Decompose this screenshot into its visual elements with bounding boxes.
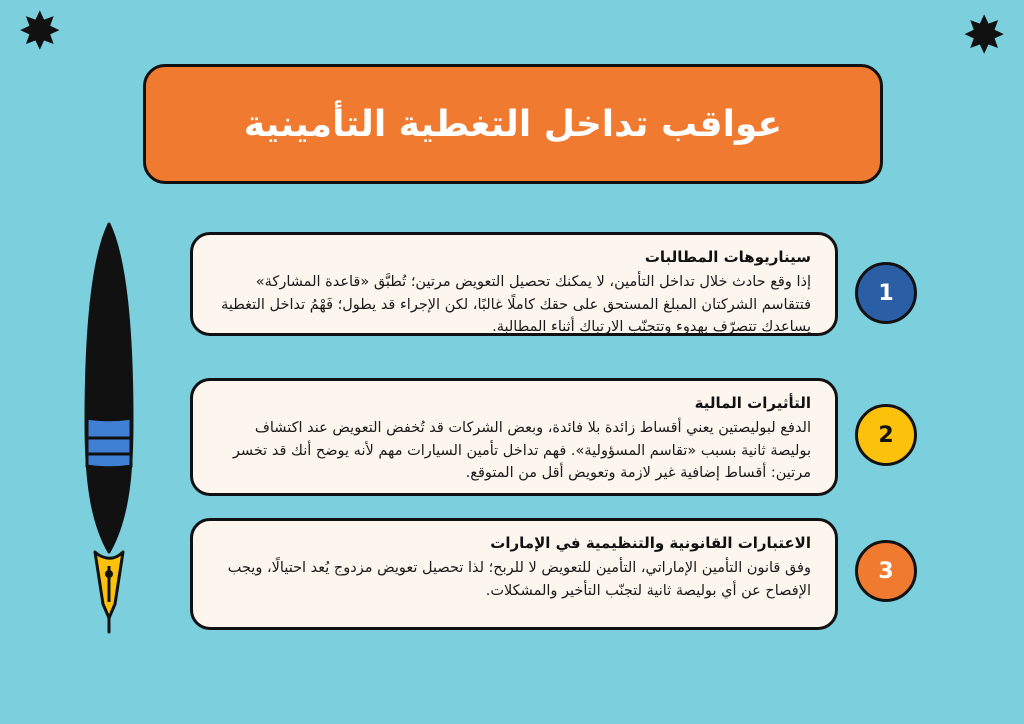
info-card [190, 518, 838, 630]
fountain-pen-icon [82, 222, 136, 634]
card-title: الاعتبارات القانونية والتنظيمية في الإمارات [490, 534, 811, 552]
step-number-badge [855, 262, 917, 324]
info-card [190, 378, 838, 496]
card-title: سيناريوهات المطالبات [644, 248, 811, 266]
card-body: إذا وقع حادث خلال تداخل التأمين، لا يمكنك تحصيل التعويض مرتين؛ تُطبَّق «قاعدة المشاركة» فتتقاسم الشركتان المبلغ المستحق على حقك كاملًا غالبًا، لكن الإجراء قد يطول؛ فَهْمُ تداخل التغطية يساعدك تتصرّف بهدوء وتتجنّب الارتباك أثناء المطالبة. [221, 274, 811, 336]
page-title: عواقب تداخل التغطية التأمينية [243, 103, 783, 145]
info-card [190, 232, 838, 336]
step-number-badge [855, 404, 917, 466]
card-title: التأثيرات المالية [694, 394, 811, 412]
card-body: وفق قانون التأمين الإماراتي، التأمين للتعويض لا للربح؛ لذا تحصيل تعويض مزدوج يُعد احتيالًا، ويجب الإفصاح عن أي بوليصة ثانية لتجنّب التأخير والمشكلات. [227, 560, 811, 599]
step-number-label: 3 [878, 558, 894, 584]
step-number-label: 1 [878, 280, 894, 306]
asterisk-decoration-icon: ✸ [962, 6, 1006, 66]
step-number-badge [855, 540, 917, 602]
step-number-label: 2 [878, 422, 894, 448]
title-banner [143, 64, 883, 184]
asterisk-decoration-icon: ✸ [18, 2, 62, 62]
card-body: الدفع لبوليصتين يعني أقساط زائدة بلا فائدة، وبعض الشركات قد تُخفض التعويض عند اكتشاف بوليصة ثانية بسبب «تقاسم المسؤولية». فهم تداخل تأمين السيارات مهم لأنه يوضح أنك قد تخسر مرتين: أقساط إضافية غير لازمة وتعويض أقل من المتوقع. [232, 420, 811, 482]
